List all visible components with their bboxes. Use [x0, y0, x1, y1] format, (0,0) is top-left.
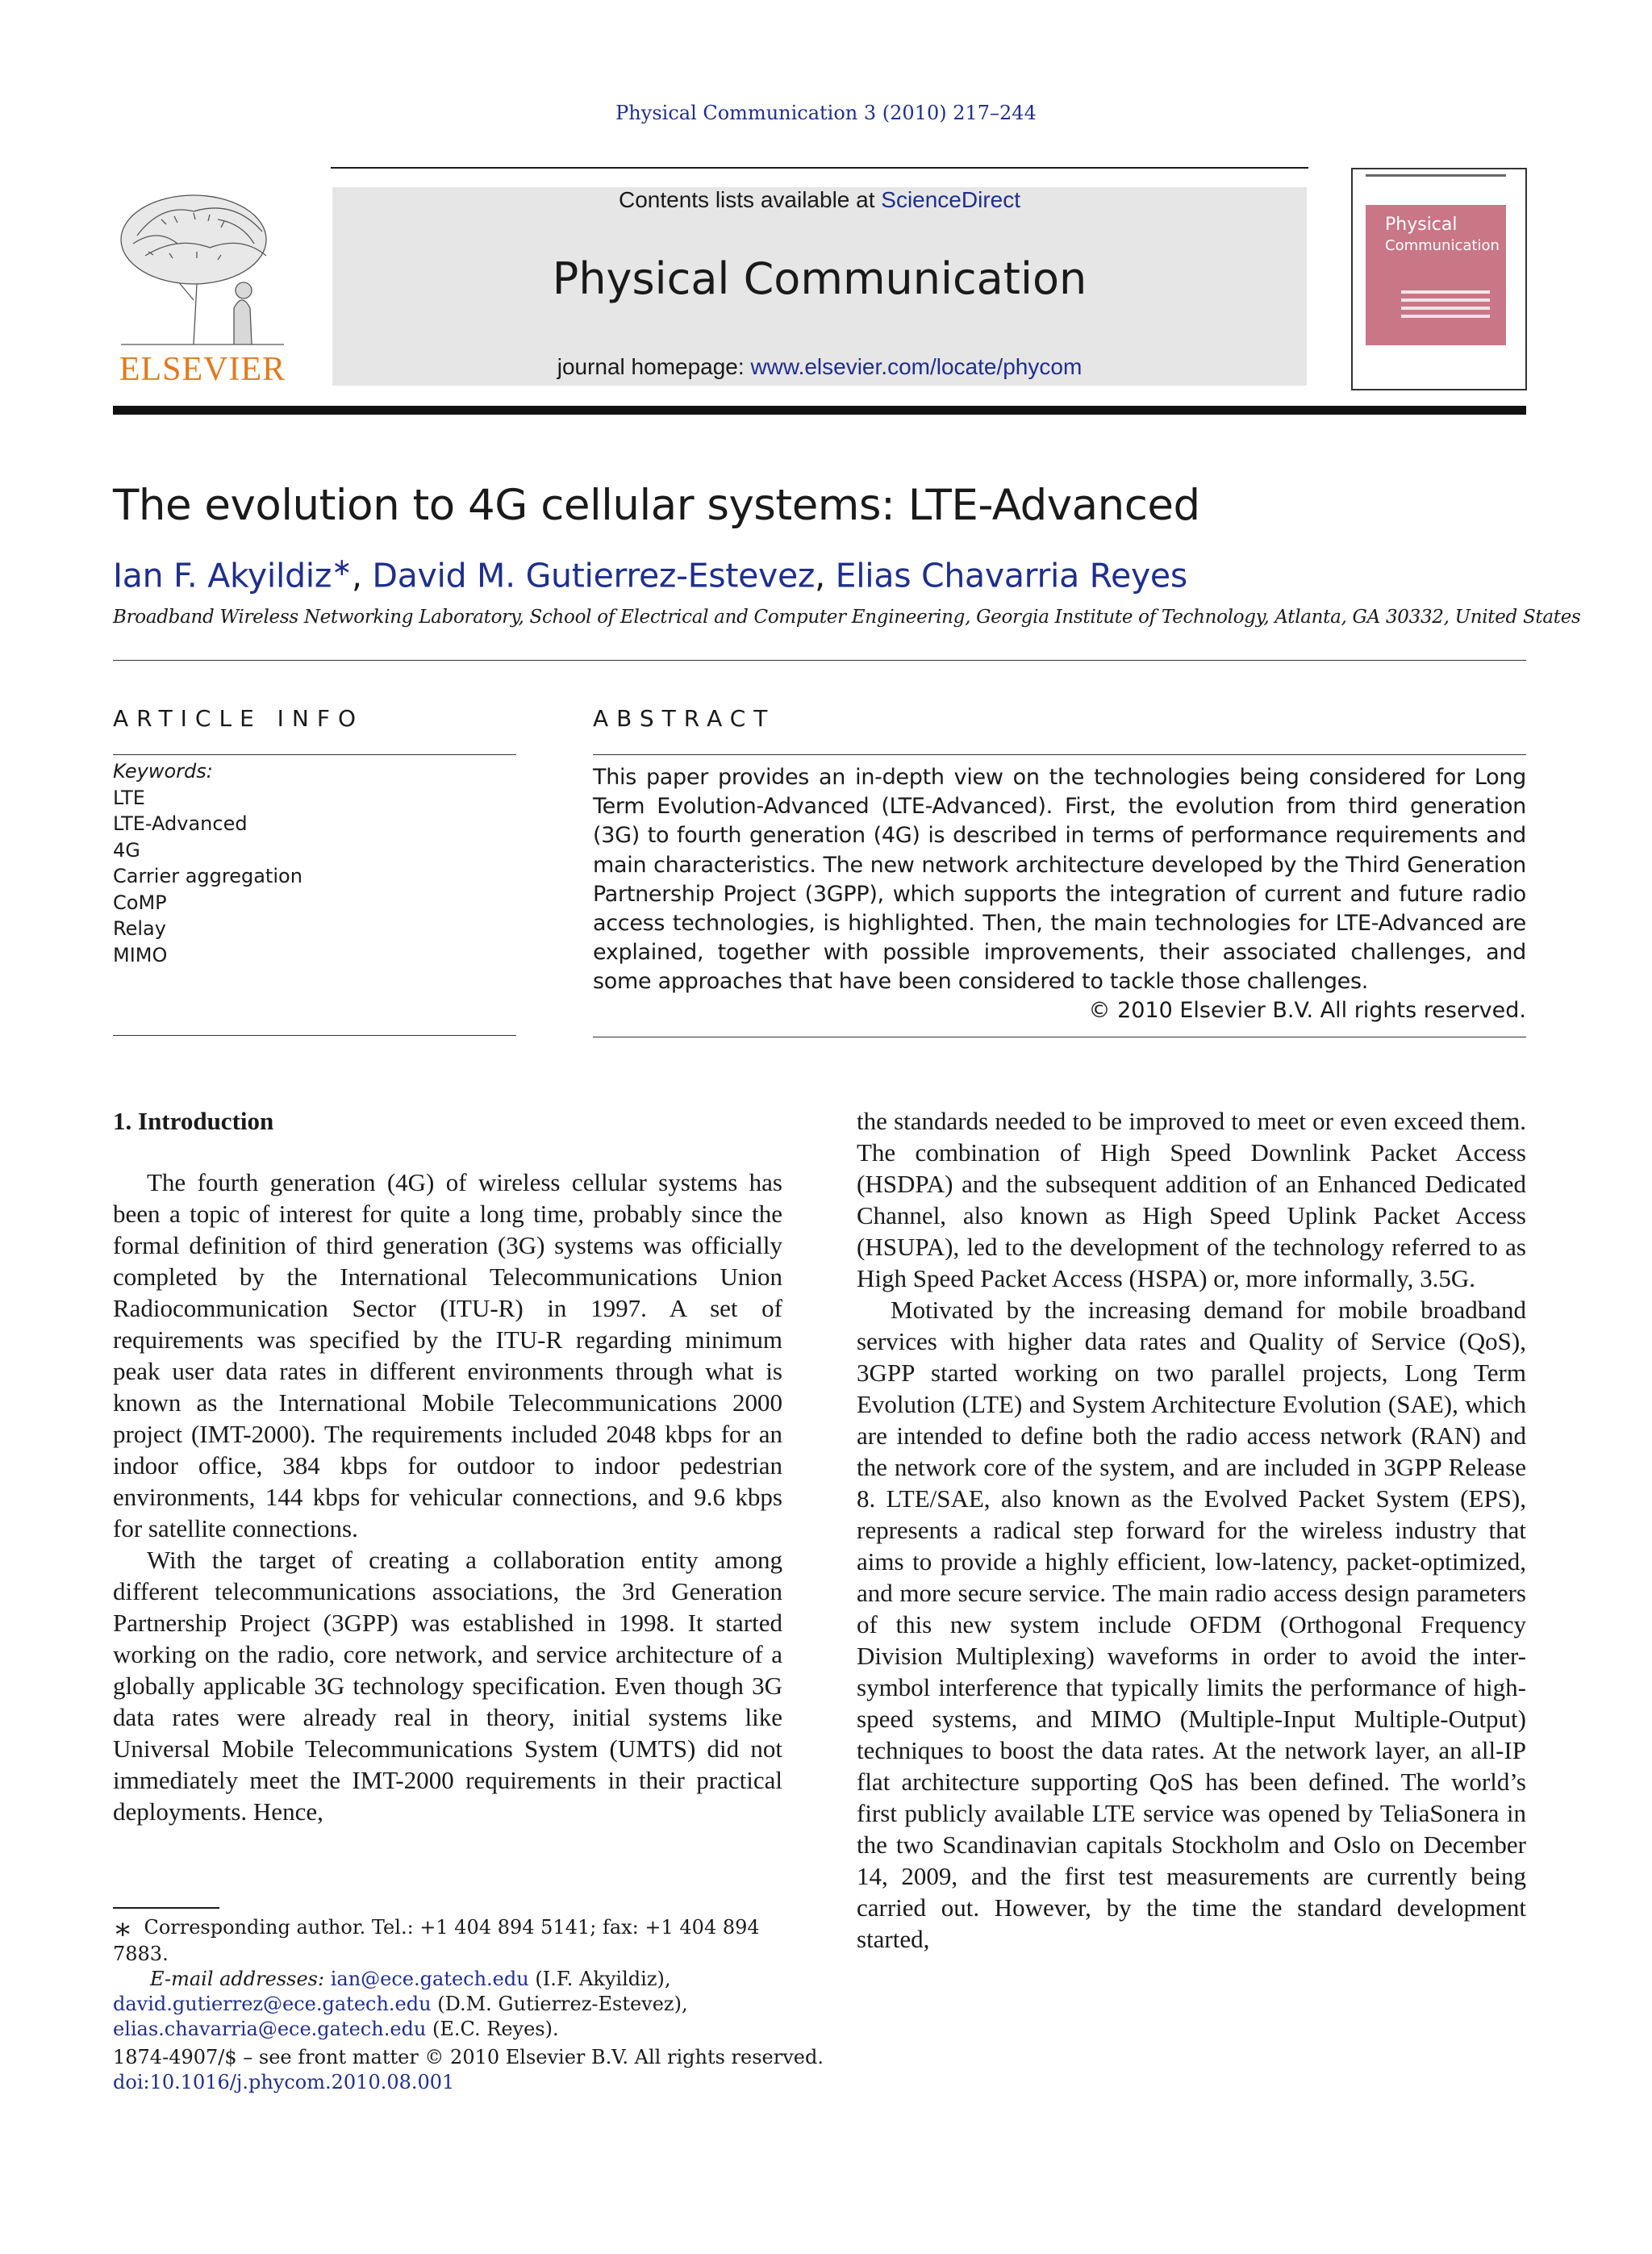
- body-column-right: [857, 1105, 1526, 1955]
- email-owner: (I.F. Akyildiz),: [528, 1968, 671, 1990]
- footnote-mark: ∗: [113, 1913, 133, 1946]
- email-label: E-mail addresses:: [150, 1968, 325, 1990]
- keywords-label: Keywords:: [113, 760, 213, 783]
- body-column-left: [113, 1105, 782, 1827]
- body-paragraph: Motivated by the increasing demand for mobile broadband services with higher data rates and Quality of Service (QoS), 3GPP started working on two parallel projects, Long Term Evolution (LTE) and System Architecture Evolution (SAE), which are intended to define both the radio access network (RAN) and the network core of the system, and are included in 3GPP Release 8. LTE/SAE, also known as the Evolved Packet System (EPS), represents a radical step forward for the wireless industry that aims to provide a highly efficient, low-latency, packet-optimized, and more secure service. The main radio access design parameters of this new system include OFDM (Orthogonal Frequency Division Multiplexing) waveforms in order to avoid the inter-symbol interference that typically limits the performance of high-speed systems, and MIMO (Multiple-Input Multiple-Output) techniques to boost the data rates. At the network layer, an all-IP flat architecture supporting QoS has been defined. The world’s first publicly available LTE service was opened by TeliaSonera in the two Scandinavian capitals Stockholm and Oslo on December 14, 2009, and the first test measurements are currently being carried out. However, by the time the standard development started,: [857, 1296, 1526, 1953]
- divider: [113, 660, 1526, 661]
- article-info-heading: ARTICLE INFO: [113, 705, 365, 732]
- email-owner: (D.M. Gutierrez-Estevez),: [431, 1993, 688, 2015]
- cover-title-line2: Communication: [1385, 237, 1500, 254]
- affiliation: Broadband Wireless Networking Laboratory, School of Electrical and Computer Engineering, Georgia Institute of Technology, Atlanta, GA 30332, United States: [113, 607, 1581, 628]
- journal-reference[interactable]: Physical Communication 3 (2010) 217–244: [615, 102, 1037, 124]
- cover-text-lines: [1401, 290, 1490, 323]
- author-name[interactable]: Ian F. Akyildiz: [113, 556, 332, 595]
- email-owner: (E.C. Reyes).: [426, 2018, 559, 2040]
- front-matter: [113, 2045, 824, 2095]
- cover-title: [1385, 215, 1500, 257]
- divider: [113, 1035, 516, 1036]
- sciencedirect-link[interactable]: ScienceDirect: [881, 187, 1020, 212]
- paper-title: The evolution to 4G cellular systems: LTE-Advanced: [113, 481, 1200, 530]
- divider: [593, 754, 1526, 755]
- body-paragraph: the standards needed to be improved to meet or even exceed them. The combination of High Speed Downlink Packet Access (HSDPA) and the subsequent addition of an Enhanced Dedicated Channel, also known as High Speed Uplink Packet Access (HSUPA), led to the development of the technology referred to as High Speed Packet Access (HSPA) or, more informally, 3.5G.: [857, 1107, 1526, 1292]
- author-name[interactable]: Elias Chavarria Reyes: [835, 556, 1187, 595]
- abstract-text: This paper provides an in-depth view on the technologies being considered for Long Term Evolution-Advanced (LTE-Advanced). First, the evolution from third generation (3G) to fourth generation (4G) is described in terms of performance requirements and main characteristics. The new network architecture developed by the Third Generation Partnership Project (3GPP), which supports the integration of current and future radio access technologies, is highlighted. Then, the main technologies for LTE-Advanced are explained, together with possible improvements, their associated challenges, and some approaches that have been considered to tackle those challenges.: [593, 765, 1526, 995]
- doi-link[interactable]: doi:10.1016/j.phycom.2010.08.001: [113, 2071, 455, 2093]
- keywords-block: [113, 758, 302, 968]
- header-rule: [331, 167, 1308, 169]
- contents-line: [332, 187, 1307, 213]
- issn-line: 1874-4907/$ – see front matter © 2010 Elsevier B.V. All rights reserved.: [113, 2046, 824, 2068]
- cover-topline: [1366, 174, 1506, 177]
- masthead-rule: [113, 406, 1526, 415]
- body-paragraph: With the target of creating a collaboration entity among different telecommunications associations, the 3rd Generation Partnership Project (3GPP) was established in 1998. It started working on the radio, core network, and service architecture of a globally applicable 3G technology specification. Even though 3G data rates were already real in theory, initial systems like Universal Mobile Telecommunications System (UMTS) did not immediately meet the IMT-2000 requirements in their practical deployments. Hence,: [113, 1546, 782, 1826]
- homepage-line: [332, 354, 1307, 380]
- journal-banner: [332, 187, 1307, 386]
- email-link[interactable]: david.gutierrez@ece.gatech.edu: [113, 1993, 432, 2015]
- corresponding-mark[interactable]: ∗: [332, 553, 352, 582]
- journal-cover-thumbnail[interactable]: [1351, 168, 1527, 390]
- keyword: LTE: [113, 786, 145, 809]
- keyword: Carrier aggregation: [113, 865, 302, 887]
- email-link[interactable]: ian@ece.gatech.edu: [330, 1968, 529, 1990]
- journal-homepage-link[interactable]: www.elsevier.com/locate/phycom: [750, 354, 1083, 379]
- elsevier-tree-icon: [113, 187, 292, 349]
- author-name[interactable]: David M. Gutierrez-Estevez: [372, 556, 816, 595]
- author-list: Ian F. Akyildiz∗, David M. Gutierrez-Estevez, Elias Chavarria Reyes: [113, 553, 1187, 595]
- body-paragraph: The fourth generation (4G) of wireless cellular systems has been a topic of interest for quite a long time, probably since the formal definition of third generation (3G) systems was officially completed by the International Telecommunications Union Radiocommunication Sector (ITU-R) in 1997. A set of requirements was specified by the ITU-R regarding minimum peak user data rates in different environments through what is known as the International Mobile Telecommunications 2000 project (IMT-2000). The requirements included 2048 kbps for an indoor office, 384 kbps for outdoor to indoor pedestrian environments, 144 kbps for vehicular connections, and 9.6 kbps for satellite connections.: [113, 1168, 782, 1542]
- corresponding-info: Corresponding author. Tel.: +1 404 894 5141; fax: +1 404 894 7883.: [113, 1916, 760, 1965]
- keyword: LTE-Advanced: [113, 812, 248, 835]
- divider: [113, 754, 516, 755]
- contents-prefix: Contents lists available at: [618, 187, 882, 212]
- abstract-heading: ABSTRACT: [593, 705, 776, 732]
- elsevier-wordmark: ELSEVIER: [119, 351, 286, 388]
- keyword: 4G: [113, 838, 140, 862]
- cover-title-line1: Physical: [1385, 215, 1458, 235]
- email-link[interactable]: elias.chavarria@ece.gatech.edu: [113, 2018, 427, 2040]
- elsevier-logo: [113, 187, 292, 389]
- footnote-rule: [113, 1907, 219, 1909]
- keyword: CoMP: [113, 891, 167, 914]
- keyword: MIMO: [113, 943, 168, 966]
- journal-name: Physical Communication: [552, 253, 1087, 304]
- homepage-prefix: journal homepage:: [557, 354, 751, 379]
- abstract-copyright: © 2010 Elsevier B.V. All rights reserved.: [1088, 998, 1526, 1023]
- footnote: [113, 1915, 782, 2042]
- keyword: Relay: [113, 917, 166, 940]
- section-heading: 1. Introduction: [113, 1107, 274, 1135]
